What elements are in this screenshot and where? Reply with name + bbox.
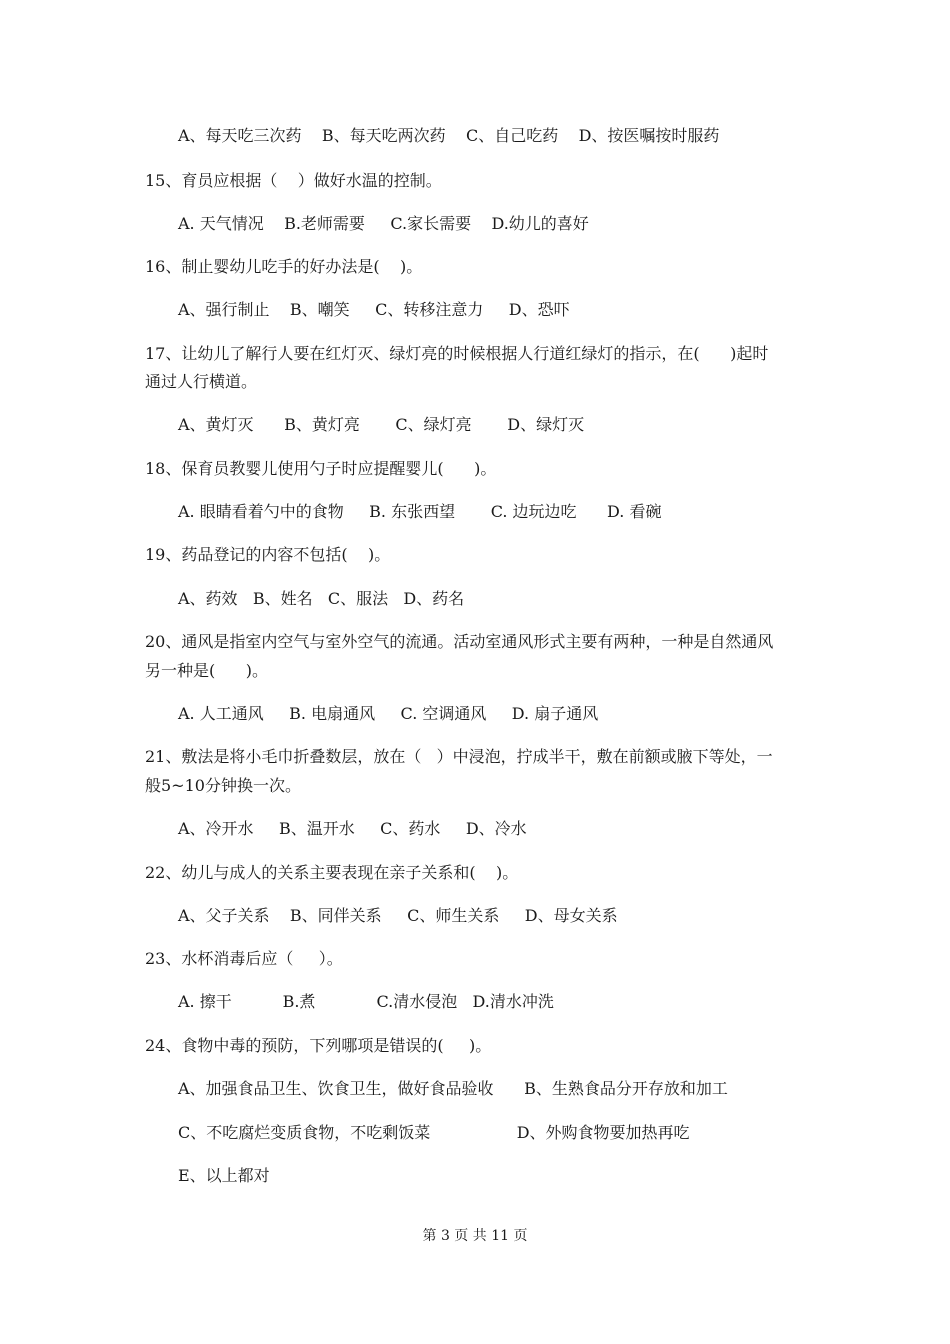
q16-question: 16、制止婴幼儿吃手的好办法是( )。 xyxy=(145,257,423,276)
page-footer: 第 3 页 共 11 页 xyxy=(422,1228,528,1244)
q21-question-line2: 般5~10分钟换一次。 xyxy=(145,776,301,795)
q15-question: 15、育员应根据（ ）做好水温的控制。 xyxy=(145,171,442,190)
q24-options-row3: E、以上都对 xyxy=(178,1166,270,1185)
q21-question-line1: 21、敷法是将小毛巾折叠数层，放在（ ）中浸泡，拧成半干，敷在前额或腋下等处，一 xyxy=(145,747,773,766)
q18-options: A. 眼睛看着勺中的食物 B. 东张西望 C. 边玩边吃 D. 看碗 xyxy=(178,502,662,521)
q19-options: A、药效 B、姓名 C、服法 D、药名 xyxy=(178,589,465,608)
q16-options: A、强行制止 B、嘲笑 C、转移注意力 D、恐吓 xyxy=(178,300,570,319)
q20-question-line1: 20、通风是指室内空气与室外空气的流通。活动室通风形式主要有两种，一种是自然通风 xyxy=(145,632,774,651)
q24-question: 24、食物中毒的预防，下列哪项是错误的( )。 xyxy=(145,1036,492,1055)
q14-options: A、每天吃三次药 B、每天吃两次药 C、自己吃药 D、按医嘱按时服药 xyxy=(178,126,720,145)
q17-options: A、黄灯灭 B、黄灯亮 C、绿灯亮 D、绿灯灭 xyxy=(178,415,585,434)
q20-options: A. 人工通风 B. 电扇通风 C. 空调通风 D. 扇子通风 xyxy=(178,704,599,723)
q19-question: 19、药品登记的内容不包括( )。 xyxy=(145,545,391,564)
q17-question-line1: 17、让幼儿了解行人要在红灯灭、绿灯亮的时候根据人行道红绿灯的指示，在( )起时 xyxy=(145,344,769,363)
q21-options: A、冷开水 B、温开水 C、药水 D、冷水 xyxy=(178,819,527,838)
q17-question-line2: 通过人行横道。 xyxy=(145,372,258,391)
q18-question: 18、保育员教婴儿使用勺子时应提醒婴儿( )。 xyxy=(145,459,497,478)
q23-question: 23、水杯消毒后应（ ）。 xyxy=(145,949,343,968)
q20-question-line2: 另一种是( )。 xyxy=(145,661,269,680)
q22-options: A、父子关系 B、同伴关系 C、师生关系 D、母女关系 xyxy=(178,906,618,925)
q24-options-row2: C、不吃腐烂变质食物，不吃剩饭菜 D、外购食物要加热再吃 xyxy=(178,1123,690,1142)
q23-options: A. 擦干 B.煮 C.清水侵泡 D.清水冲洗 xyxy=(178,992,554,1011)
q15-options: A. 天气情况 B.老师需要 C.家长需要 D.幼儿的喜好 xyxy=(178,214,589,233)
q22-question: 22、幼儿与成人的关系主要表现在亲子关系和( )。 xyxy=(145,863,519,882)
q24-options-row1: A、加强食品卫生、饮食卫生，做好食品验收 B、生熟食品分开存放和加工 xyxy=(178,1079,728,1098)
